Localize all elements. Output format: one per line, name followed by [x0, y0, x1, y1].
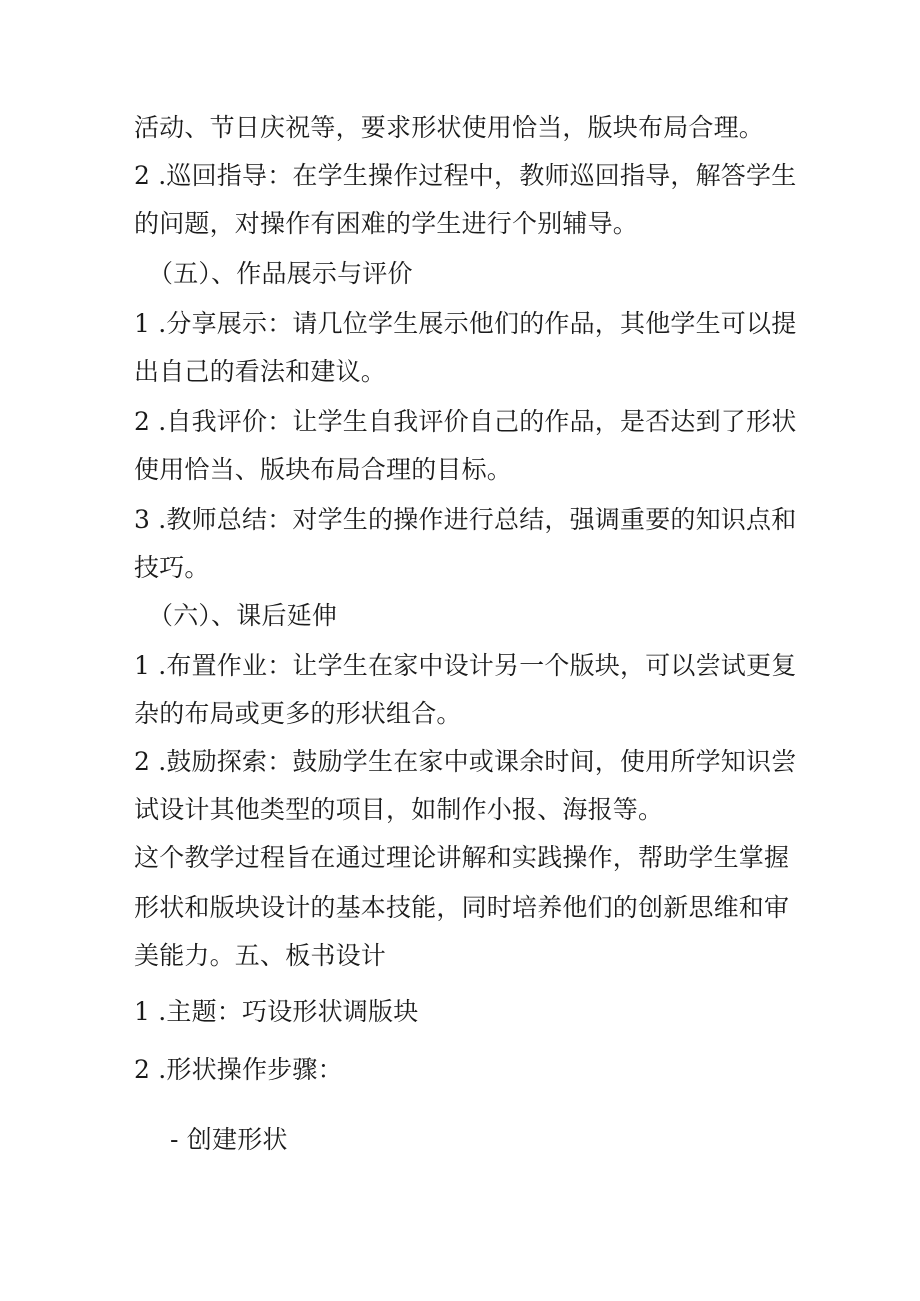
- section-heading: （六）、课后延伸: [148, 601, 338, 630]
- text-line: 的问题，对操作有困难的学生进行个别辅导。: [134, 209, 639, 238]
- text-line: 形状和版块设计的基本技能，同时培养他们的创新思维和审: [134, 893, 790, 922]
- text-line: 试设计其他类型的项目，如制作小报、海报等。: [134, 795, 664, 824]
- text-line: 2 .鼓励探索：鼓励学生在家中或课余时间，使用所学知识尝: [134, 747, 797, 776]
- text-line: 美能力。五、板书设计: [134, 941, 387, 970]
- section-heading: （五）、作品展示与评价: [148, 259, 413, 288]
- text-line: 1 .主题：巧设形状调版块: [134, 997, 419, 1026]
- text-line: 2 .自我评价：让学生自我评价自己的作品，是否达到了形状: [134, 407, 797, 436]
- text-line: 杂的布局或更多的形状组合。: [134, 699, 462, 728]
- text-line: 活动、节日庆祝等，要求形状使用恰当，版块布局合理。: [134, 113, 765, 142]
- text-line: 这个教学过程旨在通过理论讲解和实践操作，帮助学生掌握: [134, 843, 790, 872]
- text-line: 2 .巡回指导：在学生操作过程中，教师巡回指导，解答学生: [134, 161, 797, 190]
- text-line: 3 .教师总结：对学生的操作进行总结，强调重要的知识点和: [134, 505, 797, 534]
- text-line: 技巧。: [134, 553, 210, 582]
- text-line: 1 .布置作业：让学生在家中设计另一个版块，可以尝试更复: [134, 651, 797, 680]
- text-line: 1 .分享展示：请几位学生展示他们的作品，其他学生可以提: [134, 309, 797, 338]
- list-item: - 创建形状: [170, 1125, 288, 1154]
- text-line: 使用恰当、版块布局合理的目标。: [134, 455, 513, 484]
- text-line: 出自己的看法和建议。: [134, 357, 387, 386]
- text-line: 2 .形状操作步骤：: [134, 1055, 343, 1084]
